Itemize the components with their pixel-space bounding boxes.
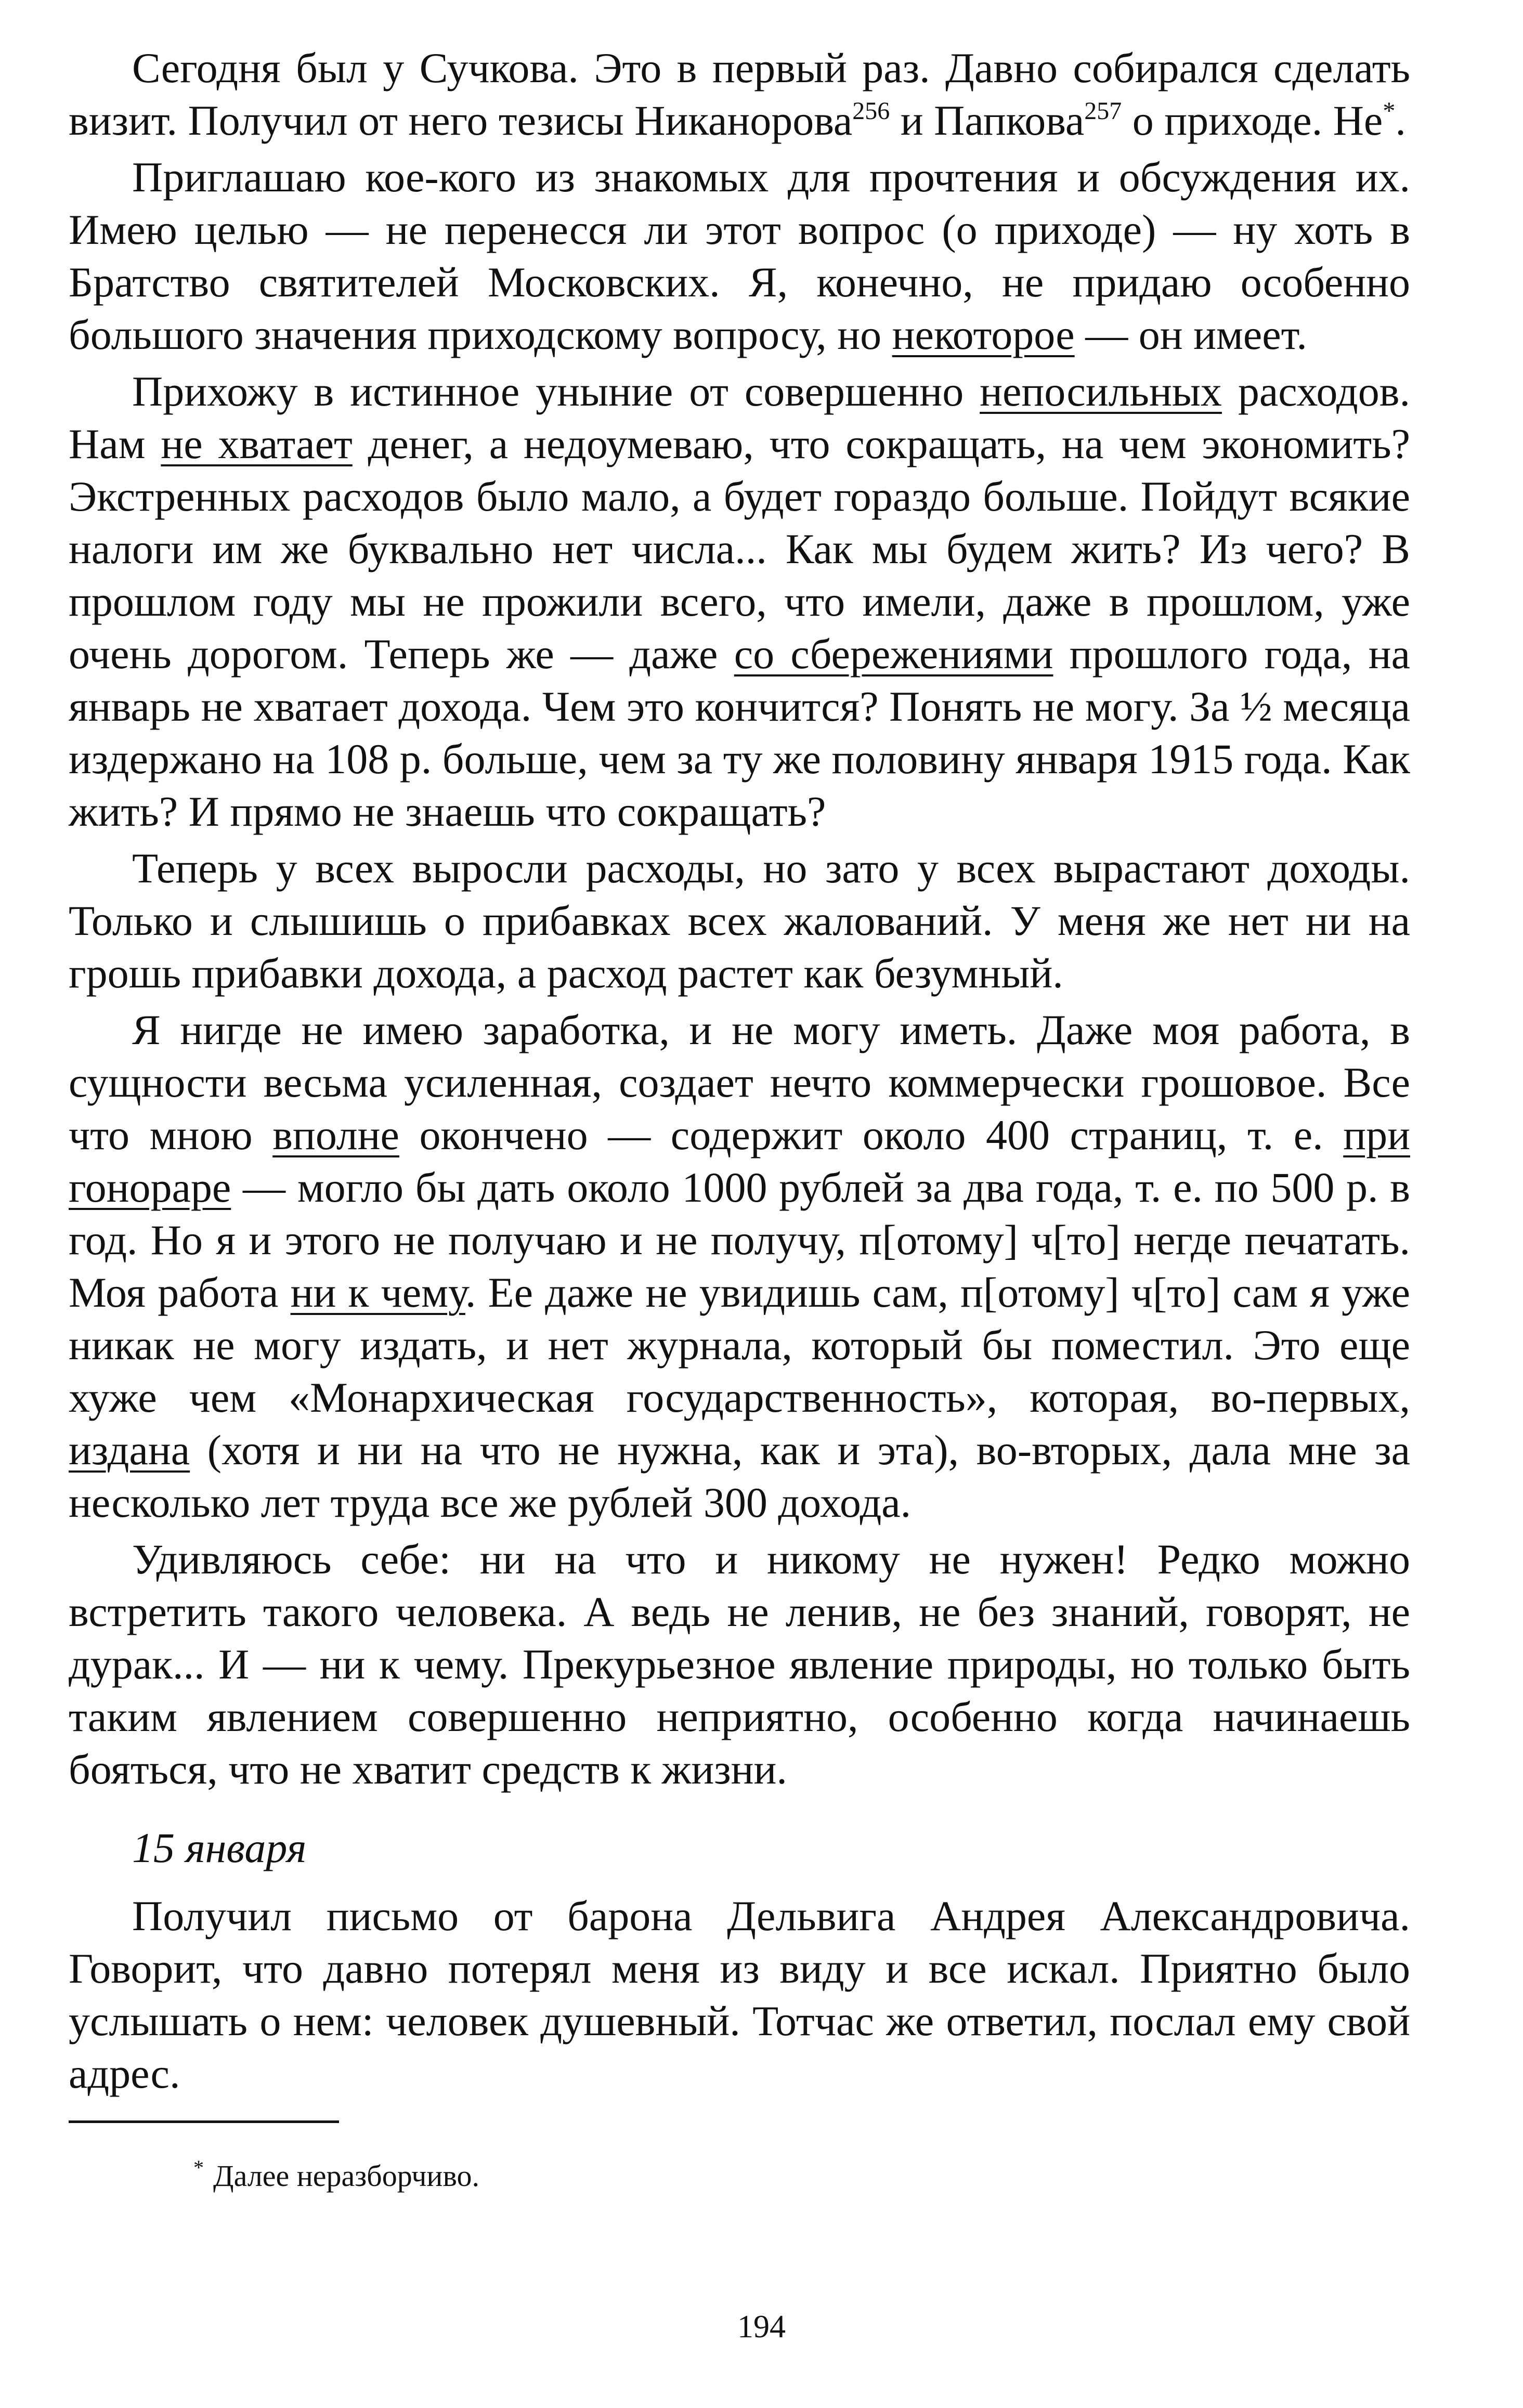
text-run: о приходе. Не	[1122, 97, 1383, 144]
footnote	[193, 2149, 1410, 2195]
text-run: денег, а недоумеваю, что сокращать, на чем экономить? Экстренных расходов было мало, а будет гораздо больше. Пойдут всякие налоги им же буквально нет числа... Как мы будем жить? Из чего? В прошлом году мы не прожили всего, что имели, даже в прошлом, уже очень дорогом. Теперь же — даже	[69, 420, 1410, 678]
text-run: .	[1395, 97, 1406, 144]
paragraph-7: Получил письмо от барона Дельвига Андрея Александровича. Говорит, что давно потерял меня из виду и все искал. Приятно было услышать о нем: человек душевный. Тотчас же ответил, послал ему свой адрес.	[69, 1892, 1410, 2097]
paragraph-1	[69, 42, 1410, 147]
text-run: (хотя и ни на что не нужна, как и эта), во-вторых, дала мне за несколько лет труда все же рублей 300 дохода.	[69, 1426, 1410, 1526]
text-run: — могло бы дать около 1000 рублей за два года, т. е. по 500 р. в год. Но я и этого не получаю и не получу, п[отому] ч[то] негде печатать. Моя работа	[69, 1164, 1410, 1316]
paragraph-6: Удивляюсь себе: ни на что и никому не нужен! Редко можно встретить такого человека. А ведь не ленив, не без знаний, говорят, не дурак... И — ни к чему. Прекурьезное явление природы, но только быть таким явлением совершенно неприятно, особенно когда начинаешь бояться, что не хватит средств к жизни.	[69, 1535, 1410, 1793]
underlined-word: не хватает	[161, 420, 353, 467]
footnote-text: Далее неразборчиво.	[213, 2159, 479, 2193]
paragraph-3	[69, 365, 1410, 838]
footnote-ref-257: 257	[1084, 97, 1122, 125]
text-run: — он имеет.	[1074, 311, 1307, 358]
underlined-word: некоторое	[892, 311, 1075, 358]
paragraph-2	[69, 151, 1410, 361]
text-run: Приглашаю кое-кого из знакомых для прочтения и обсуждения их. Имею целью — не перенесся ли этот вопрос (о приходе) — ну хоть в Братство святителей Московских. Я, конечно, не придаю особенно большого значения приходскому вопросу, но	[69, 153, 1410, 358]
footnote-divider	[69, 2120, 339, 2123]
underlined-word: издана	[69, 1426, 190, 1474]
text-run: Сегодня был у Сучкова. Это в первый раз. Давно собирался сделать визит. Получил от него тезисы Никанорова	[69, 44, 1410, 144]
footnote-ref-asterisk: *	[1383, 97, 1396, 125]
text-run: прошлого года, на январь не хватает дохода. Чем это кончится? Понять не могу. За ½ месяца издержано на 108 р. больше, чем за ту же половину января 1915 года. Как жить? И прямо не знаешь что сокращать?	[69, 630, 1410, 835]
text-run: расходов. Нам	[69, 368, 1410, 467]
underlined-word: непосильных	[980, 368, 1222, 415]
text-run: Прихожу в истинное уныние от совершенно	[132, 368, 980, 415]
page-number: 194	[737, 2309, 786, 2345]
paragraph-4: Теперь у всех выросли расходы, но зато у всех вырастают доходы. Только и слышишь о прибавках всех жалований. У меня же нет ни на грошь прибавки дохода, а расход растет как безумный.	[69, 844, 1410, 997]
text-run: Я нигде не имею заработка, и не могу иметь. Даже моя работа, в сущности весьма усиленная, создает нечто коммерчески грошовое. Все что мною	[69, 1006, 1410, 1159]
page-body	[69, 42, 1410, 2195]
underlined-word: ни к чему	[290, 1269, 465, 1316]
footnote-ref-256: 256	[852, 97, 890, 125]
paragraph-5	[69, 1004, 1410, 1529]
footnote-mark: *	[193, 2156, 204, 2179]
underlined-word: при гонораре	[69, 1111, 1410, 1211]
underlined-word: со сбережениями	[734, 630, 1053, 678]
text-run: окончено — содержит около 400 страниц, т. е.	[399, 1111, 1344, 1159]
underlined-word: вполне	[272, 1111, 399, 1159]
text-run: . Ее даже не увидишь сам, п[отому] ч[то] сам я уже никак не могу издать, и нет журнала, который бы поместил. Это еще хуже чем «Монархическая государственность», которая, во-первых,	[69, 1269, 1410, 1421]
entry-date-heading: 15 января	[132, 1824, 307, 1871]
text-run: и Папкова	[890, 97, 1085, 144]
